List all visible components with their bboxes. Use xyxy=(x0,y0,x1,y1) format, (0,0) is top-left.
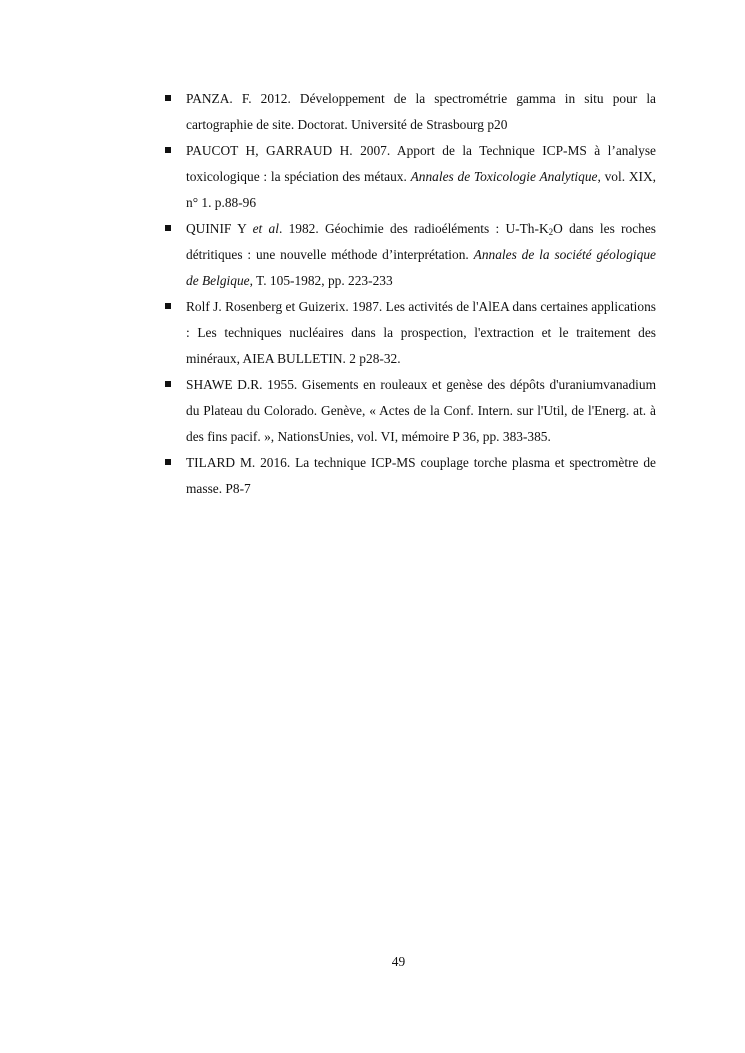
reference-text xyxy=(186,450,656,502)
reference-segment: Rolf J. Rosenberg et Guizerix. 1987. Les activités de l'AlEA dans certaines applications : Les techniques nucléaires dans la prospection, l'extraction et le traitement des minéraux, AIEA BULLETIN. 2 p28-32. xyxy=(186,299,656,366)
reference-item xyxy=(186,216,656,294)
square-bullet-icon xyxy=(165,303,171,309)
reference-segment: SHAWE D.R. 1955. Gisements en rouleaux et genèse des dépôts d'uraniumvanadium du Plateau du Colorado. Genève, « Actes de la Conf. Intern. sur l'Util, de l'Energ. at. à des fins pacif. », NationsUnies, vol. VI, mémoire P 36, pp. 383-385. xyxy=(186,377,656,444)
square-bullet-icon xyxy=(165,95,171,101)
reference-segment: , T. 105-1982, pp. 223-233 xyxy=(249,273,393,288)
reference-text xyxy=(186,372,656,450)
square-bullet-icon xyxy=(165,147,171,153)
reference-item xyxy=(186,372,656,450)
page-number: 49 xyxy=(391,954,406,969)
square-bullet-icon xyxy=(165,225,171,231)
reference-text xyxy=(186,138,656,216)
reference-item xyxy=(186,86,656,138)
reference-item xyxy=(186,294,656,372)
reference-list xyxy=(186,86,656,502)
reference-segment: TILARD M. 2016. La technique ICP-MS couplage torche plasma et spectromètre de masse. P8-7 xyxy=(186,455,656,496)
reference-segment: , vol. XIX, n° 1. p.88-96 xyxy=(186,169,656,210)
reference-segment: PANZA. F. 2012. Développement de la spectrométrie gamma in situ pour la cartographie de site. Doctorat. Université de Strasbourg p20 xyxy=(186,91,656,132)
reference-segment: QUINIF Y xyxy=(186,221,253,236)
reference-italic-segment: Annales de la société géologique de Belgique xyxy=(186,247,656,288)
reference-item xyxy=(186,450,656,502)
reference-italic-segment: et al xyxy=(252,221,279,236)
reference-italic-segment: Annales de Toxicologie Analytique xyxy=(410,169,598,184)
reference-text xyxy=(186,86,656,138)
square-bullet-icon xyxy=(165,459,171,465)
subscript: 2 xyxy=(548,227,554,237)
reference-segment: O dans les roches détritiques : une nouvelle méthode d’interprétation. xyxy=(186,221,656,262)
reference-segment: PAUCOT H, GARRAUD H. 2007. Apport de la Technique ICP-MS à l’analyse toxicologique : la spéciation des métaux. xyxy=(186,143,656,184)
reference-segment: . 1982. Géochimie des radioéléments : U-Th-K xyxy=(278,221,549,236)
reference-text xyxy=(186,216,656,294)
reference-text xyxy=(186,294,656,372)
reference-item xyxy=(186,138,656,216)
square-bullet-icon xyxy=(165,381,171,387)
